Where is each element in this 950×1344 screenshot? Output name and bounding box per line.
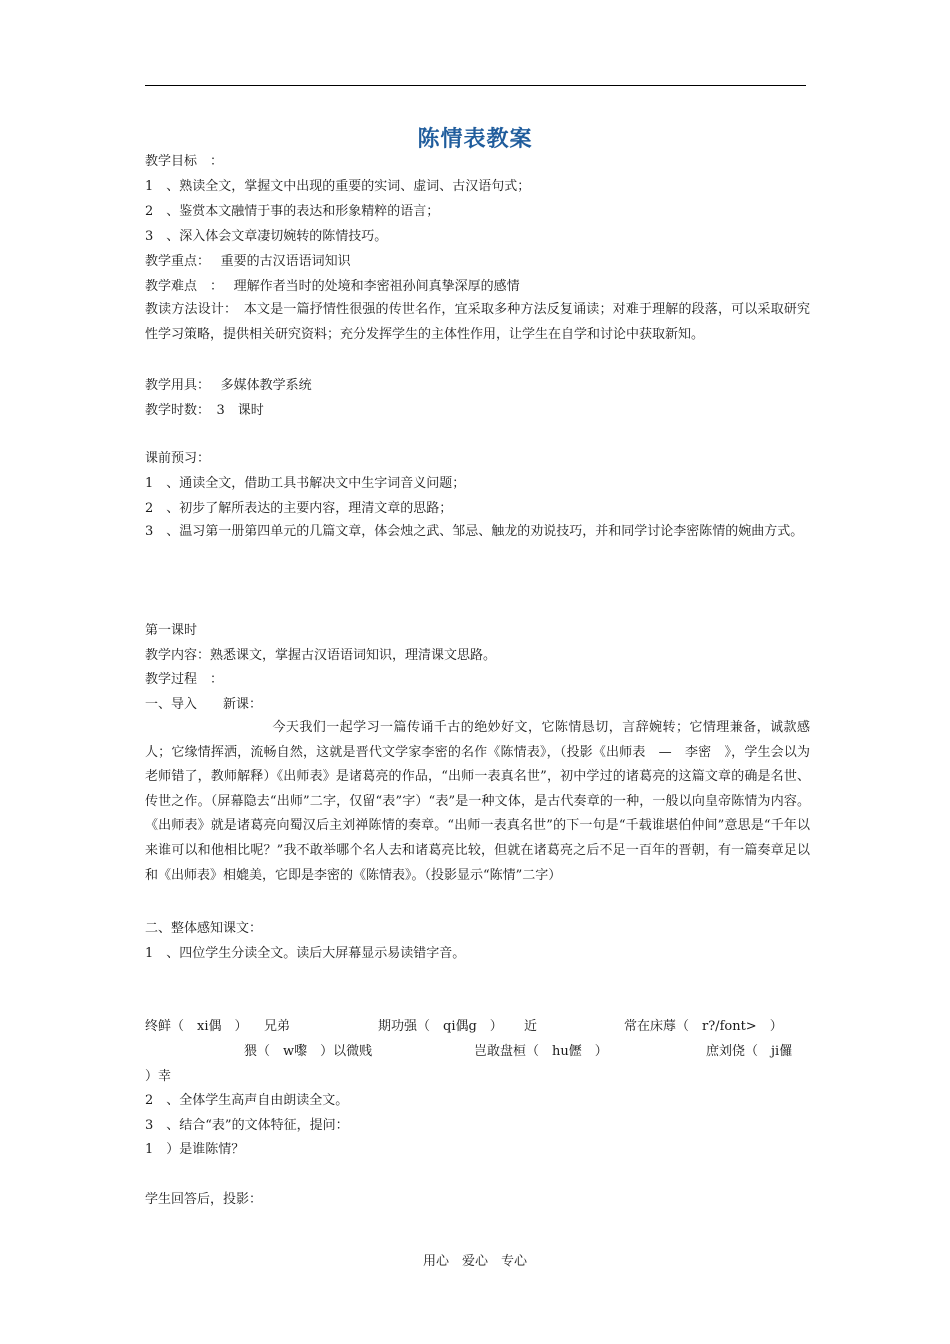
method-paragraph: 教读方法设计： 本文是一篇抒情性很强的传世名作，宜采取多种方法反复诵读；对难于理解的段落，可以采取研究性学习策略，提供相关研究资料；充分发挥学生的主体性作用，让学生在自学和讨论中获取新知。 xyxy=(145,302,810,342)
intro-paragraph xyxy=(145,716,810,888)
lesson-content: 教学内容：熟悉课文，掌握古汉语语词知识，理清课文思路。 xyxy=(145,648,497,663)
goals-label: 教学目标 ： xyxy=(145,154,224,169)
intro-label: 一、导入 新课： xyxy=(145,697,263,712)
step-item: 1 、四位学生分读全文。读后大屏幕显示易读错字音。 xyxy=(145,946,466,961)
page-title: 陈情表教案 xyxy=(417,127,533,152)
section-heading: 二、整体感知课文： xyxy=(145,921,263,936)
pronunciation-item: ）幸 xyxy=(145,1069,172,1084)
header-rule xyxy=(145,85,806,86)
hours: 教学时数： 3 课时 xyxy=(145,403,264,418)
question-item: 1 ）是谁陈情？ xyxy=(145,1142,245,1157)
pronunciation-item: 终鲜（ xi偶 ） xyxy=(145,1019,248,1034)
preview-item: 2 、初步了解所表达的主要内容，理清文章的思路； xyxy=(145,501,453,516)
goal-item: 2 、鉴赏本文融情于事的表达和形象精粹的语言； xyxy=(145,204,440,219)
preview-label: 课前预习： xyxy=(145,451,211,466)
process-label: 教学过程 ： xyxy=(145,672,224,687)
step-item: 2 、全体学生高声自由朗读全文。 xyxy=(145,1093,349,1108)
pronunciation-item: 近 xyxy=(524,1019,538,1034)
preview-item: 1 、通读全文，借助工具书解决文中生字词音义问题； xyxy=(145,476,466,491)
pronunciation-item: 岂敢盘桓（ hu儮 ） xyxy=(474,1044,608,1059)
intro-text: 今天我们一起学习一篇传诵千古的绝妙好文，它陈情恳切，言辞婉转；它情理兼备，诚款感人；它缘情挥洒，流畅自然，这就是晋代文学家李密的名作《陈情表》，（投影《出师表 — 李密 》，学生会以为老师错了，教师解释）《出师表》是诸葛亮的作品，“出师一表真名世”，初中学过的诸葛亮的这篇文章的确是名世、传世之作。（屏幕隐去“出师”二字，仅留“表”字）“表”是一种文体，是古代奏章的一种，一般以向皇帝陈情为内容。《出师表》就是诸葛亮向蜀汉后主刘禅陈情的奏章。“出师一表真名世”的下一句是“千载谁堪伯仲间”意思是“千年以来谁可以和他相比呢？”我不敢举哪个名人去和诸葛亮比较，但就在诸葛亮之后不足一百年的晋朝，有一篇奏章足以和《出师表》相媲美，它即是李密的《陈情表》。（投影显示“陈情”二字） xyxy=(145,720,810,883)
tools: 教学用具： 多媒体教学系统 xyxy=(145,378,312,393)
page-footer: 用心 爱心 专心 xyxy=(422,1254,527,1269)
pronunciation-item: 兄弟 xyxy=(264,1019,291,1034)
key-point: 教学重点： 重要的古汉语语词知识 xyxy=(145,254,351,269)
pronunciation-item: 庶刘侥（ ji儸 xyxy=(706,1044,793,1059)
pronunciation-item: 猥（ w嚟 ）以微贱 xyxy=(244,1044,373,1059)
step-item: 3 、结合“表”的文体特征，提问： xyxy=(145,1118,349,1133)
pronunciation-item: 期功强（ qi偶g ） xyxy=(378,1019,503,1034)
answer-note: 学生回答后，投影： xyxy=(145,1192,263,1207)
pronunciation-item: 常在床蓐（ r?/font> ） xyxy=(624,1019,783,1034)
goal-item: 1 、熟读全文，掌握文中出现的重要的实词、虚词、古汉语句式； xyxy=(145,179,531,194)
goal-item: 3 、深入体会文章凄切婉转的陈情技巧。 xyxy=(145,229,388,244)
preview-item: 3 、温习第一册第四单元的几篇文章，体会烛之武、邹忌、触龙的劝说技巧，并和同学讨论李密陈情的婉曲方式。 xyxy=(145,524,804,539)
lesson-heading: 第一课时 xyxy=(145,623,198,638)
difficulty: 教学难点 ： 理解作者当时的处境和李密祖孙间真挚深厚的感情 xyxy=(145,279,520,294)
